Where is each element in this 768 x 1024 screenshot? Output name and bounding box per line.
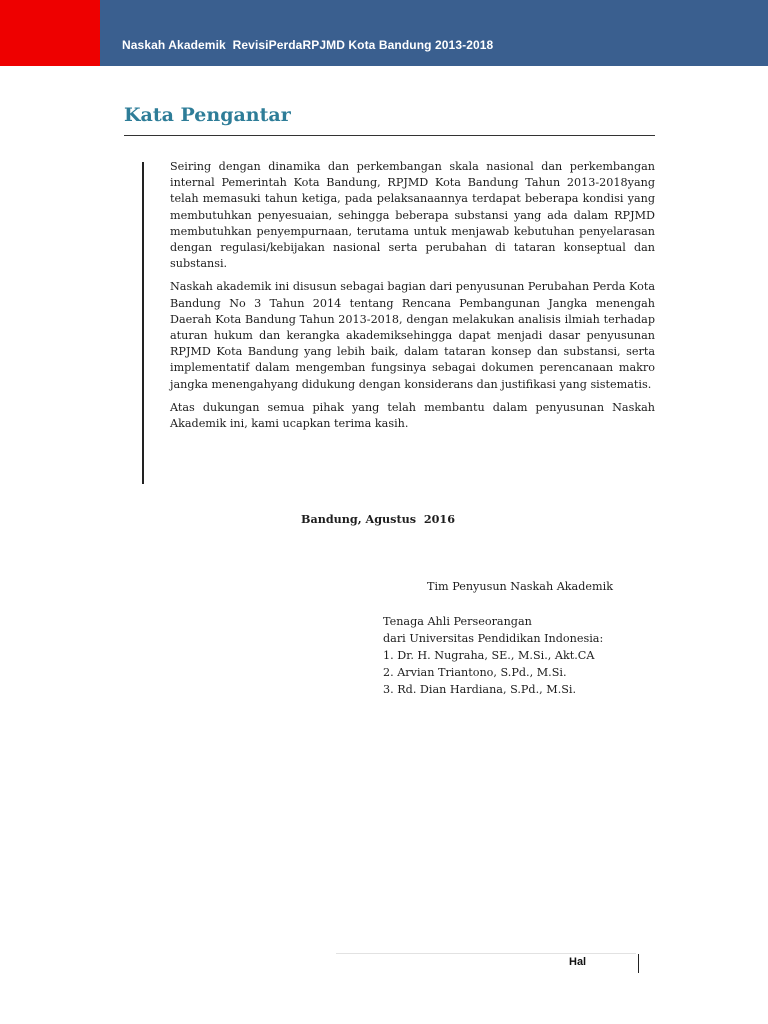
team-name: Tim Penyusun Naskah Akademik xyxy=(427,580,613,593)
foreword-body xyxy=(170,159,655,439)
page-number-label: Hal xyxy=(569,956,587,968)
experts-affiliation: dari Universitas Pendidikan Indonesia: xyxy=(383,632,604,645)
footer-vertical-rule xyxy=(638,954,639,973)
place-date: Bandung, Agustus 2016 xyxy=(301,512,456,526)
paragraph-2: Naskah akademik ini disusun sebagai bagian dari penyusunan Perubahan Perda Kota Bandung No 3 Tahun 2014 tentang Rencana Pembangunan Jangka menengah Daerah Kota Bandung Tahun 2013-2018, dengan melakukan analisis ilmiah terhadap aturan hukum dan kerangka akademiksehingga dapat menjadi dasar penyusunan RPJMD Kota Bandung yang lebih baik, dalam tataran konsep dan substansi, serta implementatif dalam mengemban fungsinya sebagai dokumen perencanaan makro jangka menengahyang didukung dengan konsiderans dan justifikasi yang sistematis. xyxy=(170,280,655,391)
document-header-title: Naskah Akademik RevisiPerdaRPJMD Kota Bandung 2013-2018 xyxy=(122,38,494,52)
paragraph-1: Seiring dengan dinamika dan perkembangan skala nasional dan perkembangan internal Pemerintah Kota Bandung, RPJMD Kota Bandung Tahun 2013-2018yang telah memasuki tahun ketiga, pada pelaksanaannya terdapat beberapa kondisi yang membutuhkan penyesuaian, sehingga beberapa substansi yang ada dalam RPJMD membutuhkan penyempurnaan, terutama untuk menjawab kebutuhan penyelarasan dengan regulasi/kebijakan nasional serta perubahan di tataran konseptual dan substansi. xyxy=(170,160,655,271)
expert-item: 1. Dr. H. Nugraha, SE., M.Si., Akt.CA xyxy=(383,649,595,662)
header-accent-block xyxy=(0,0,100,66)
experts-block xyxy=(383,613,603,698)
experts-heading: Tenaga Ahli Perseorangan xyxy=(383,615,532,628)
title-divider xyxy=(124,135,655,136)
paragraph-3: Atas dukungan semua pihak yang telah membantu dalam penyusunan Naskah Akademik ini, kami ucapkan terima kasih. xyxy=(170,400,655,431)
experts-list xyxy=(383,647,603,698)
paragraph-side-rule xyxy=(142,162,144,484)
page-title: Kata Pengantar xyxy=(124,104,291,126)
expert-item: 3. Rd. Dian Hardiana, S.Pd., M.Si. xyxy=(383,683,577,696)
footer-divider xyxy=(336,953,636,954)
header-bar xyxy=(0,0,768,66)
expert-item: 2. Arvian Triantono, S.Pd., M.Si. xyxy=(383,666,567,679)
